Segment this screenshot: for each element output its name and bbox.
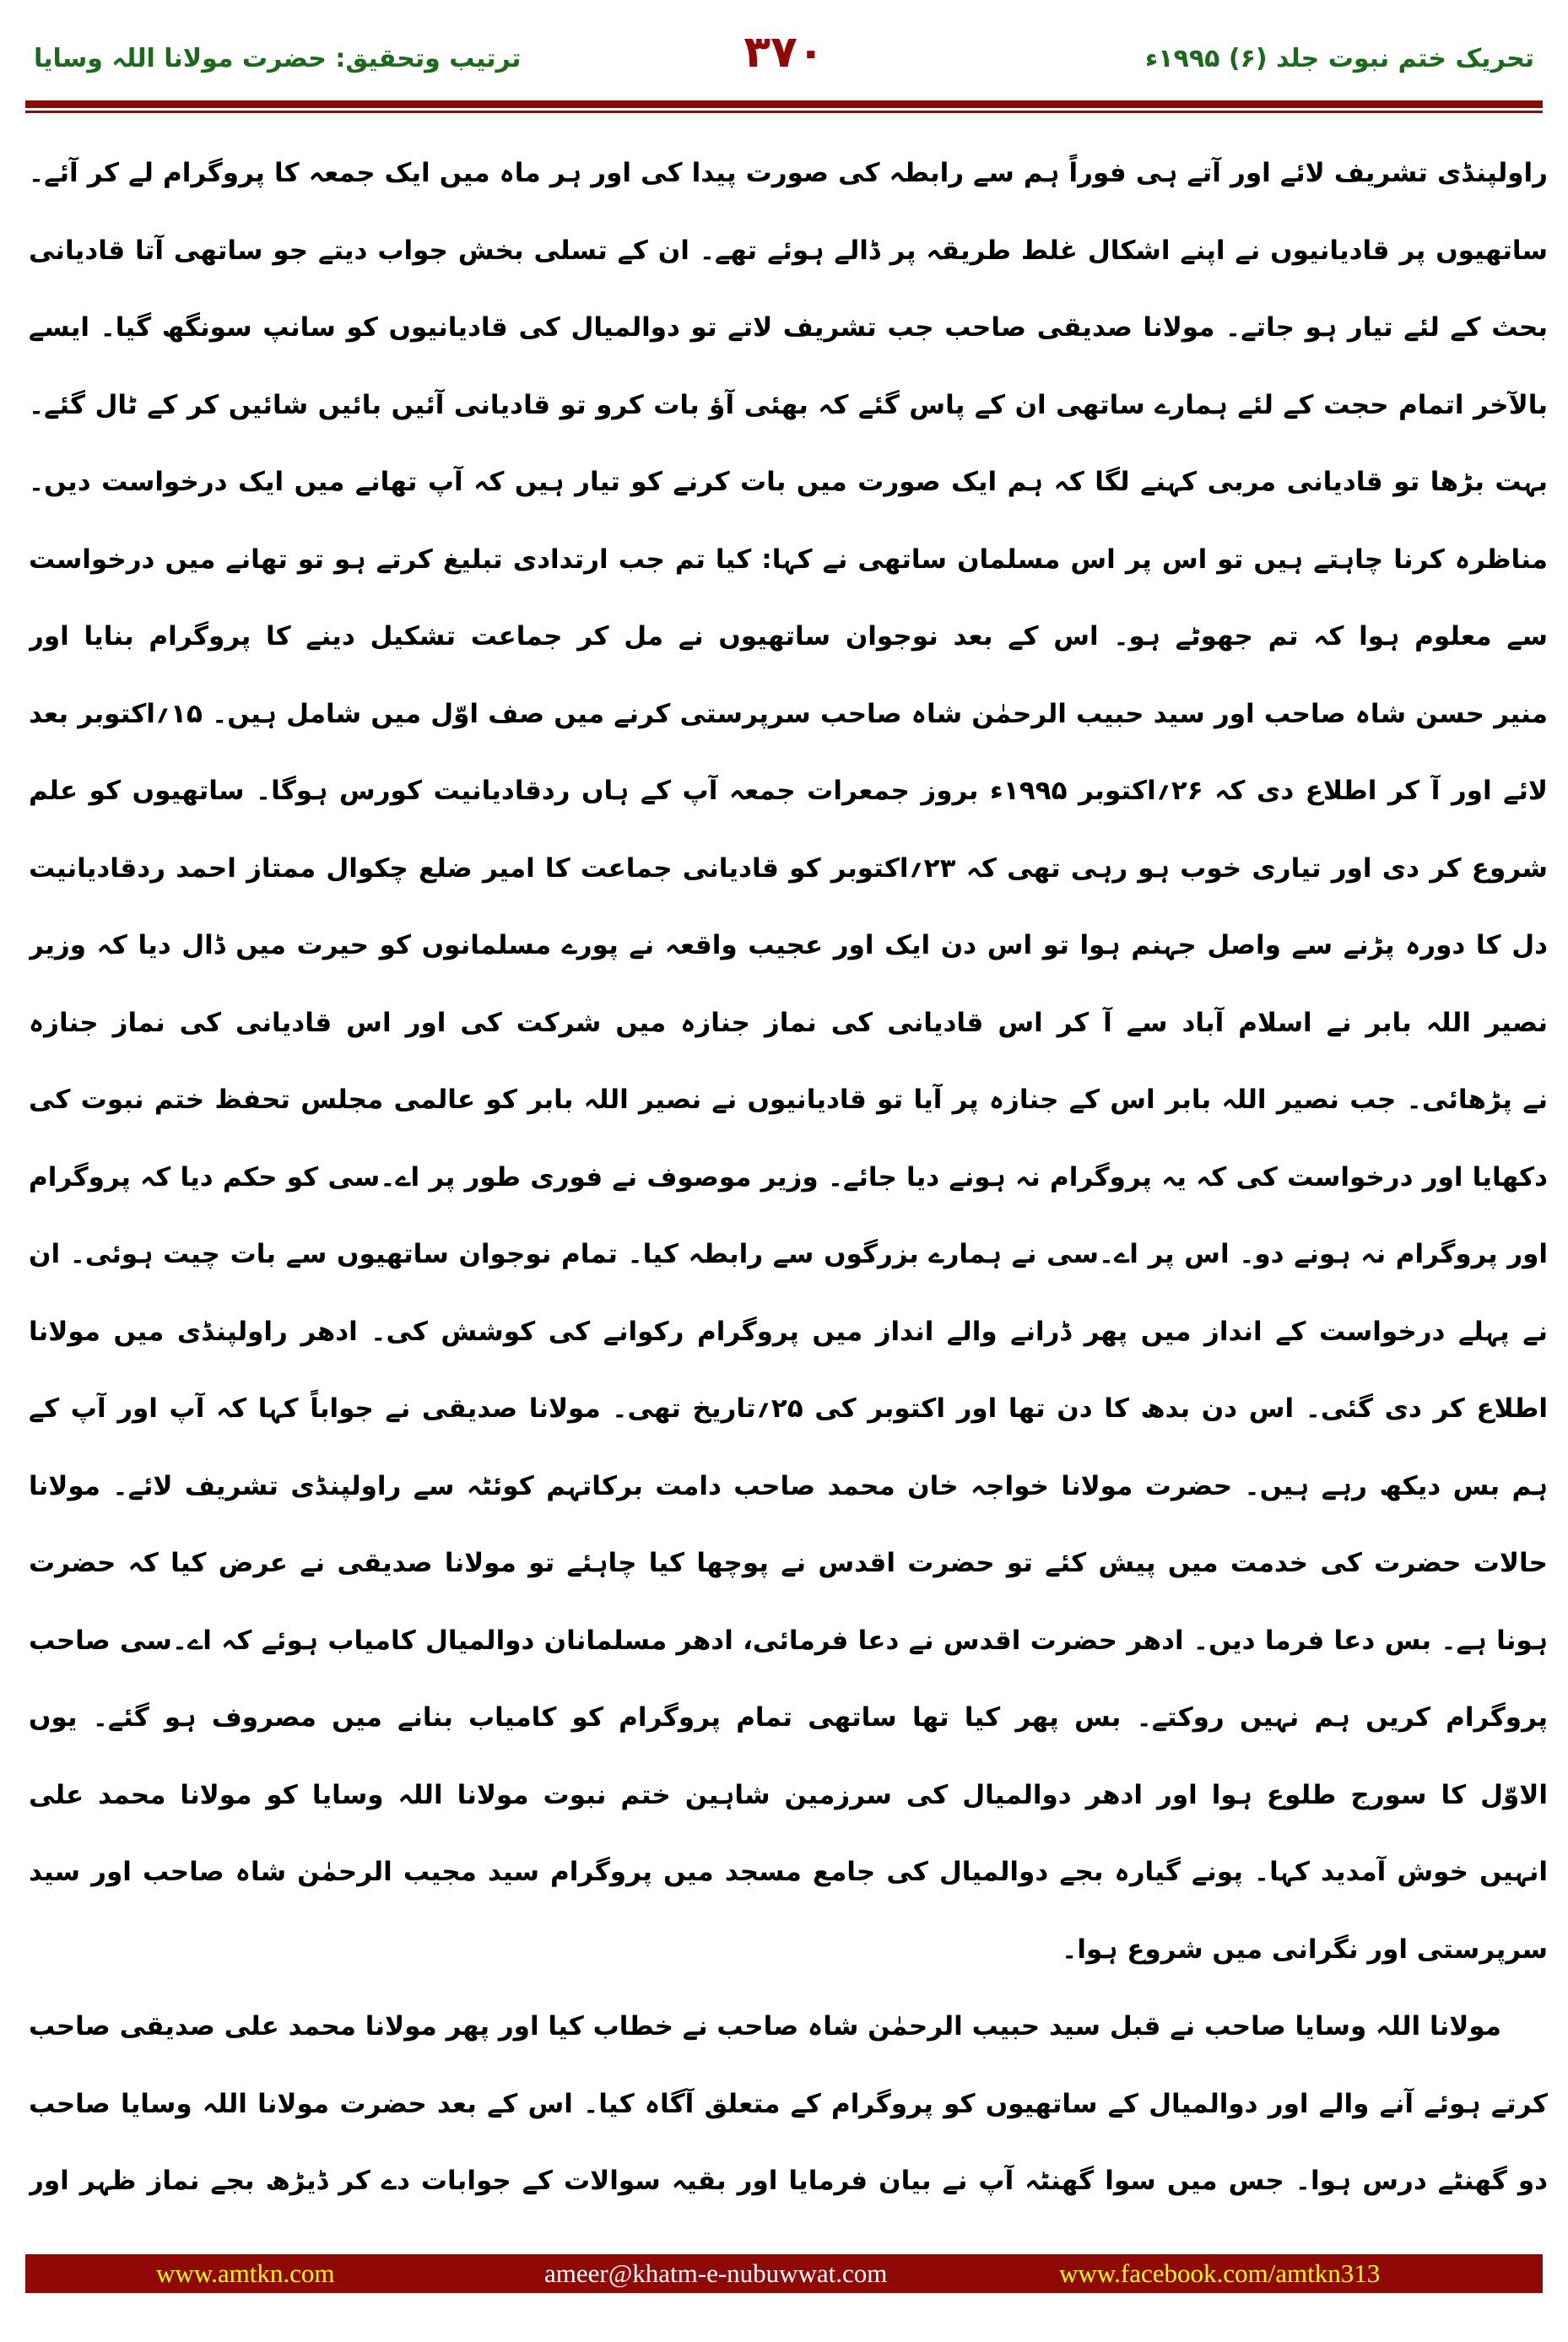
text-line: نصیر اللہ بابر نے اسلام آباد سے آ کر اس قادیانی کی نماز جنازہ میں شرکت کی اور اس قادیانی کی نماز جنازہ xyxy=(29,1007,1548,1038)
text-line: لائے اور آ کر اطلاع دی کہ ۲۶؍اکتوبر ۱۹۹۵ء بروز جمعرات جمعہ آپ کے ہاں ردقادیانیت کورس ہوگا۔ ساتھیوں کو علم xyxy=(29,776,1548,806)
text-line: نے پہلے درخواست کے انداز میں پھر ڈرانے والے انداز میں پروگرام رکوانے کی کوشش کی۔ ادھر راولپنڈی میں مولانا xyxy=(29,1316,1548,1347)
body-text xyxy=(29,135,1548,2220)
text-line: ہونا ہے۔ بس دعا فرما دیں۔ ادھر حضرت اقدس نے دعا فرمائی، ادھر مسلمانان دوالمیال کامیاب ہوئے کہ اے۔سی صاحب xyxy=(29,1625,1548,1656)
text-line: بالآخر اتمام حجت کے لئے ہمارے ساتھی ان کے پاس گئے کہ بھئی آؤ بات کرو تو قادیانی آئیں بائیں شائیں کر کے ٹال گئے۔ xyxy=(29,389,1548,420)
text-line: پروگرام کریں ہم نہیں روکتے۔ بس پھر کیا تھا ساتھی تمام پروگرام کو کامیاب بنانے میں مصروف ہو گئے۔ یوں xyxy=(29,1702,1548,1733)
compiler-credit: ترتیب وتحقیق: حضرت مولانا اللہ وسایا xyxy=(34,44,522,73)
text-line: مولانا اللہ وسایا صاحب نے قبل سید حبیب الرحمٰن شاہ صاحب نے خطاب کیا اور پھر مولانا محمد علی صدیقی صاحب xyxy=(29,2011,1501,2042)
text-line: دل کا دورہ پڑنے سے واصل جہنم ہوا تو اس دن ایک اور عجیب واقعہ نے پورے مسلمانوں کو حیرت میں ڈال دیا کہ وزیر xyxy=(29,930,1548,960)
text-line: دکھایا اور درخواست کی کہ یہ پروگرام نہ ہونے دیا جائے۔ وزیر موصوف نے فوری طور پر اے۔سی کو حکم دیا کہ پروگرام xyxy=(29,1161,1548,1193)
header-rule-thin xyxy=(25,111,1543,113)
text-line: سے معلوم ہوا کہ تم جھوٹے ہو۔ اس کے بعد نوجوان ساتھیوں نے مل کر جماعت تشکیل دینے کا پروگرام بنایا اور xyxy=(29,621,1548,652)
text-line: حالات حضرت کی خدمت میں پیش کئے تو حضرت اقدس نے پوچھا کیا چاہئے تو مولانا صدیقی نے عرض کیا کہ حضرت xyxy=(29,1548,1548,1578)
text-line: منیر حسن شاہ صاحب اور سید حبیب الرحمٰن شاہ صاحب سرپرستی کرنے میں صف اوّل میں شامل ہیں۔ ۱۵؍اکتوبر بعد xyxy=(29,698,1548,729)
text-line: بہت بڑھا تو قادیانی مربی کہنے لگا کہ ہم ایک صورت میں بات کرنے کو تیار ہیں کہ آپ تھانے میں ایک درخواست دیں۔ xyxy=(29,467,1548,497)
text-line: کرتے ہوئے آنے والے اور دوالمیال کے ساتھیوں کو پروگرام کے متعلق آگاہ کیا۔ اس کے بعد حضرت مولانا اللہ وسایا صاحب xyxy=(29,2088,1548,2119)
text-line: مناظرہ کرنا چاہتے ہیں تو اس پر اس مسلمان ساتھی نے کہا: کیا تم جب ارتدادی تبلیغ کرتے ہو تو تھانے میں درخواست xyxy=(29,544,1548,575)
text-line: انہیں خوش آمدید کہا۔ پونے گیارہ بجے دوالمیال کی جامع مسجد میں پروگرام سید مجیب الرحمٰن شاہ صاحب اور سید xyxy=(29,1857,1548,1887)
text-line: اطلاع کر دی گئی۔ اس دن بدھ کا دن تھا اور اکتوبر کی ۲۵؍تاریخ تھی۔ مولانا صدیقی نے جواباً کہا کہ آپ اور آپ کے xyxy=(29,1393,1548,1424)
footer-bar xyxy=(25,2254,1543,2293)
text-line: اور پروگرام نہ ہونے دو۔ اس پر اے۔سی نے ہمارے بزرگوں سے رابطہ کیا۔ تمام نوجوان ساتھیوں سے بات چیت ہوئی۔ ان xyxy=(29,1239,1548,1269)
book-title: تحریک ختم نبوت جلد (۶) ۱۹۹۵ء xyxy=(1144,44,1534,73)
header-rule-thick xyxy=(25,100,1543,108)
text-line: دو گھنٹے درس ہوا۔ جس میں سوا گھنٹہ آپ نے بیان فرمایا اور بقیہ سوالات کے جوابات دے کر ڈیڑھ بجے نماز ظہر اور xyxy=(29,2166,1548,2196)
text-line: بحث کے لئے تیار ہو جاتے۔ مولانا صدیقی صاحب جب تشریف لاتے تو دوالمیال کی قادیانیوں کو سانپ سونگھ گیا۔ ایسے xyxy=(29,312,1548,343)
email-link[interactable]: ameer@khatm-e-nubuwwat.com xyxy=(544,2258,888,2288)
text-line: شروع کر دی اور تیاری خوب ہو رہی تھی کہ ۲۳؍اکتوبر کو قادیانی جماعت کا امیر ضلع چکوال ممتاز احمد ردقادیانیت xyxy=(29,852,1548,884)
text-line: ہم بس دیکھ رہے ہیں۔ حضرت مولانا خواجہ خان محمد صاحب دامت برکاتہم کوئٹہ سے راولپنڈی تشریف لائے۔ مولانا xyxy=(29,1470,1548,1501)
page-number: ۳۷۰ xyxy=(743,27,825,78)
text-line: ساتھیوں پر قادیانیوں نے اپنے اشکال غلط طریقہ پر ڈالے ہوئے تھے۔ ان کے تسلی بخش جواب دیتے جو ساتھی آتا قادیانی xyxy=(29,235,1548,266)
facebook-link[interactable]: www.facebook.com/amtkn313 xyxy=(1059,2258,1381,2288)
text-line: سرپرستی اور نگرانی میں شروع ہوا۔ xyxy=(1062,1934,1548,1965)
text-line: نے پڑھائی۔ جب نصیر اللہ بابر اس کے جنازہ پر آیا تو قادیانیوں نے نصیر اللہ بابر کو عالمی مجلس تحفظ ختم نبوت کی xyxy=(29,1084,1548,1115)
website-link[interactable]: www.amtkn.com xyxy=(156,2258,335,2288)
text-line: راولپنڈی تشریف لائے اور آتے ہی فوراً ہم سے رابطہ کی صورت پیدا کی اور ہر ماہ میں ایک جمعہ کا پروگرام لے کر آئے۔ xyxy=(29,158,1548,188)
text-line: الاوّل کا سورج طلوع ہوا اور ادھر دوالمیال کی سرزمین شاہین ختم نبوت مولانا اللہ وسایا کو مولانا محمد علی xyxy=(29,1779,1548,1810)
